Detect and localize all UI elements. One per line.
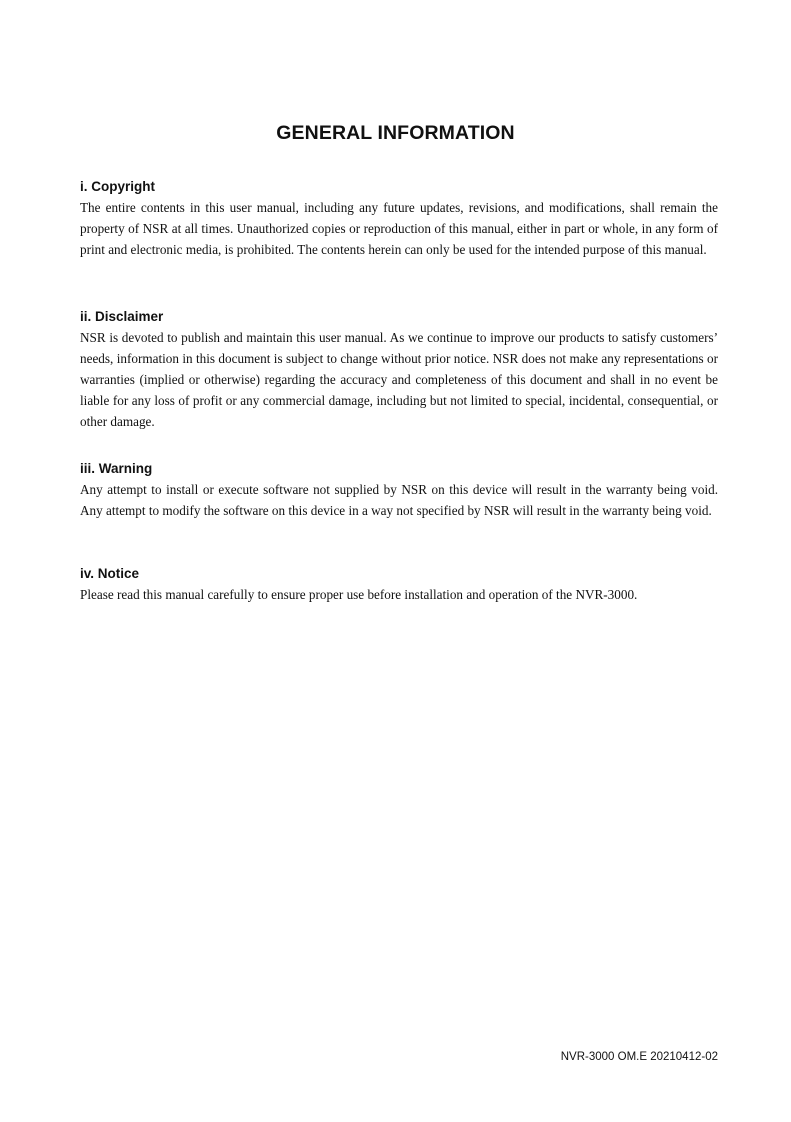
- section-heading-warning: iii. Warning: [80, 461, 153, 476]
- section-disclaimer: [80, 308, 718, 432]
- section-heading-disclaimer: ii. Disclaimer: [80, 309, 164, 324]
- section-heading-copyright: i. Copyright: [80, 179, 155, 194]
- document-code: NVR-3000 OM.E 20210412-02: [560, 1051, 718, 1063]
- section-body-disclaimer: NSR is devoted to publish and maintain this user manual. As we continue to improve our products to satisfy customers’ needs, information in this document is subject to change without prior notice. NSR does not make any representations or warranties (implied or otherwise) regarding the accuracy and completeness of this document and shall in no event be liable for any loss of profit or any commercial damage, including but not limited to special, incidental, consequential, or other damage.: [80, 330, 718, 429]
- section-body-warning: Any attempt to install or execute software not supplied by NSR on this device will result in the warranty being void. Any attempt to modify the software on this device in a way not specified by NSR will result in the warranty being void.: [80, 482, 718, 518]
- section-copyright: [80, 178, 718, 260]
- section-warning: [80, 460, 718, 521]
- section-body-copyright: The entire contents in this user manual, including any future updates, revisions, and modifications, shall remain the property of NSR at all times. Unauthorized copies or reproduction of this manual, either in part or whole, in any form of print and electronic media, is prohibited. The contents herein can only be used for the intended purpose of this manual.: [80, 200, 718, 257]
- section-notice: [80, 565, 718, 605]
- section-heading-notice: iv. Notice: [80, 566, 140, 581]
- section-body-notice: Please read this manual carefully to ensure proper use before installation and operation of the NVR-3000.: [80, 587, 638, 602]
- page-title: GENERAL INFORMATION: [276, 122, 515, 144]
